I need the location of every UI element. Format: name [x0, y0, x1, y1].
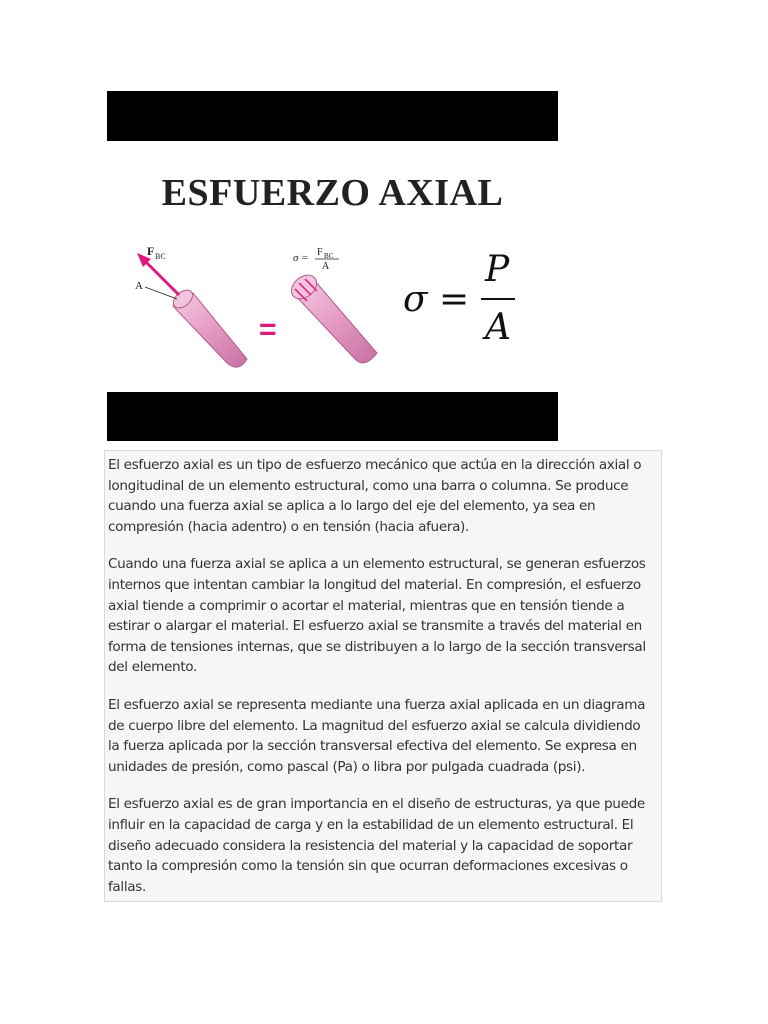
equals-sign: =	[259, 313, 277, 346]
axial-stress-diagram	[107, 231, 558, 381]
figure-title: ESFUERZO AXIAL	[161, 172, 504, 214]
left-force-label: F	[147, 244, 155, 258]
paragraph: El esfuerzo axial se representa mediante una fuerza axial aplicada en un diagrama de cuerpo libre del elemento. La magnitud del esfuerzo axial se calcula dividiendo la fuerza aplicada por la sección transversal efectiva del elemento. Se expresa en unidades de presión, como pascal (Pa) o libra por pulgada cuadrada (psi).	[108, 696, 646, 775]
area-label: A	[135, 280, 143, 292]
description-text-box	[104, 450, 662, 902]
right-rod	[287, 270, 377, 363]
paragraph: El esfuerzo axial es un tipo de esfuerzo mecánico que actúa en la dirección axial o longitudinal de un elemento estructural, como una barra o columna. Se produce cuando una fuerza axial se aplica a lo largo del eje del elemento, ya sea en compresión (hacia adentro) o en tensión (hacia afuera).	[108, 457, 642, 535]
left-rod	[170, 287, 247, 368]
formula-lhs: σ =	[403, 279, 470, 320]
paragraph: Cuando una fuerza axial se aplica a un elemento estructural, se generan esfuerzos internos que intentan cambiar la longitud del material. En compresión, el esfuerzo axial tiende a comprimir o acortar el material, mientras que en tensión tiende a estirar o alargar el material. El esfuerzo axial se transmite a través del material en forma de tensiones internas, que se distribuyen a lo largo de la sección transversal del elemento.	[108, 556, 646, 676]
sigma-eq-den: A	[322, 261, 330, 272]
sigma-eq-num-sub: BC	[324, 252, 334, 260]
formula-denominator: A	[485, 307, 511, 348]
sigma-eq-num: F	[317, 247, 323, 258]
redaction-bar-top	[107, 91, 558, 141]
sigma-eq-lhs: σ =	[293, 252, 309, 264]
left-force-sub: BC	[155, 252, 166, 261]
axial-stress-figure	[107, 141, 558, 392]
formula-numerator: P	[485, 249, 510, 290]
paragraph: El esfuerzo axial es de gran importancia en el diseño de estructuras, ya que puede influir en la capacidad de carga y en la estabilidad de un elemento estructural. El diseño adecuado considera la resistencia del material y la capacidad de soportar tanto la compresión como la tensión sin que ocurran deformaciones excesivas o fallas.	[108, 796, 645, 895]
redaction-bar-bottom	[107, 392, 558, 441]
